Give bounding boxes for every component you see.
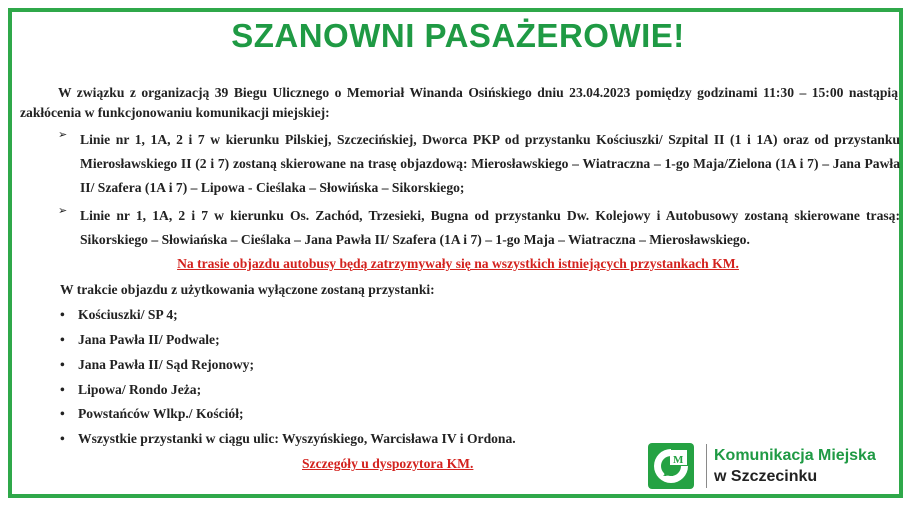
excluded-stop-item — [60, 406, 244, 422]
excluded-stop-item — [60, 332, 220, 348]
excluded-stop-label: Kościuszki/ SP 4; — [78, 307, 178, 322]
km-logo-icon — [648, 443, 694, 489]
intro-paragraph: W związku z organizacją 39 Biegu Ulicznego o Memoriał Winanda Osińskiego dniu 23.04.2023 pomiędzy godzinami 11:30 – 15:00 nastąpią zakłócenia w funkcjonowaniu komunikacji miejskiej: — [20, 85, 898, 120]
excluded-stop-item — [60, 307, 178, 323]
excluded-stop-label: Jana Pawła II/ Sąd Rejonowy; — [78, 357, 254, 372]
detour-text: Linie nr 1, 1A, 2 i 7 w kierunku Os. Zachód, Trzesieki, Bugna od przystanku Dw. Kolejowy i Autobusowy zostaną skierowane trasą: Sikorskiego – Słowiańska – Cieślaka – Jana Pawła II/ Szafera (1A i 7) – 1-go Maja – Wiatraczna – Mierosławskiego. — [80, 208, 900, 247]
excluded-stop-label: Lipowa/ Rondo Jeża; — [78, 382, 202, 397]
notice-border — [8, 8, 903, 498]
excluded-stop-label: Jana Pawła II/ Podwale; — [78, 332, 220, 347]
excluded-stop-label: Powstańców Wlkp./ Kościół; — [78, 406, 244, 421]
stops-note: Na trasie objazdu autobusy będą zatrzymywały się na wszystkich istniejących przystankach KM. — [177, 256, 739, 271]
logo-name-line1: Komunikacja Miejska — [714, 447, 876, 464]
excluded-stop-item — [60, 382, 201, 398]
bullet-dot-icon: • — [60, 431, 65, 446]
arrow-bullet-icon: ➢ — [58, 128, 68, 141]
company-logo — [648, 443, 898, 493]
excluded-stop-item — [60, 431, 516, 447]
notice-title: SZANOWNI PASAŻEROWIE! — [231, 17, 685, 54]
details-note: Szczegóły u dyspozytora KM. — [302, 456, 474, 471]
logo-letter-m: M — [673, 454, 684, 466]
detour-text: Linie nr 1, 1A, 2 i 7 w kierunku Pilskiej, Szczecińskiej, Dworca PKP od przystanku Kościuszki/ Szpital II (1 i 1A) oraz od przystanku Mierosławskiego II (2 i 7) zostaną skierowane na trasę objazdową: Mierosławskiego – Wiatraczna – 1-go Maja/Zielona (1A i 7) – Jana Pawła II/ Szafera (1A i 7) – Lipowa - Cieślaka – Słowińska – Sikorskiego; — [80, 132, 900, 195]
bullet-dot-icon: • — [60, 357, 65, 372]
bullet-dot-icon: • — [60, 382, 65, 397]
logo-letter-k: K — [663, 464, 674, 479]
bullet-dot-icon: • — [60, 406, 65, 421]
bullet-dot-icon: • — [60, 307, 65, 322]
logo-separator — [706, 444, 707, 488]
excluded-stop-item — [60, 357, 254, 373]
excluded-stop-label: Wszystkie przystanki w ciągu ulic: Wyszyńskiego, Warcisława IV i Ordona. — [78, 431, 516, 446]
excluded-heading: W trakcie objazdu z użytkowania wyłączone zostaną przystanki: — [60, 282, 435, 297]
arrow-bullet-icon: ➢ — [58, 204, 68, 217]
logo-name-line2: w Szczecinku — [714, 468, 818, 485]
bullet-dot-icon: • — [60, 332, 65, 347]
